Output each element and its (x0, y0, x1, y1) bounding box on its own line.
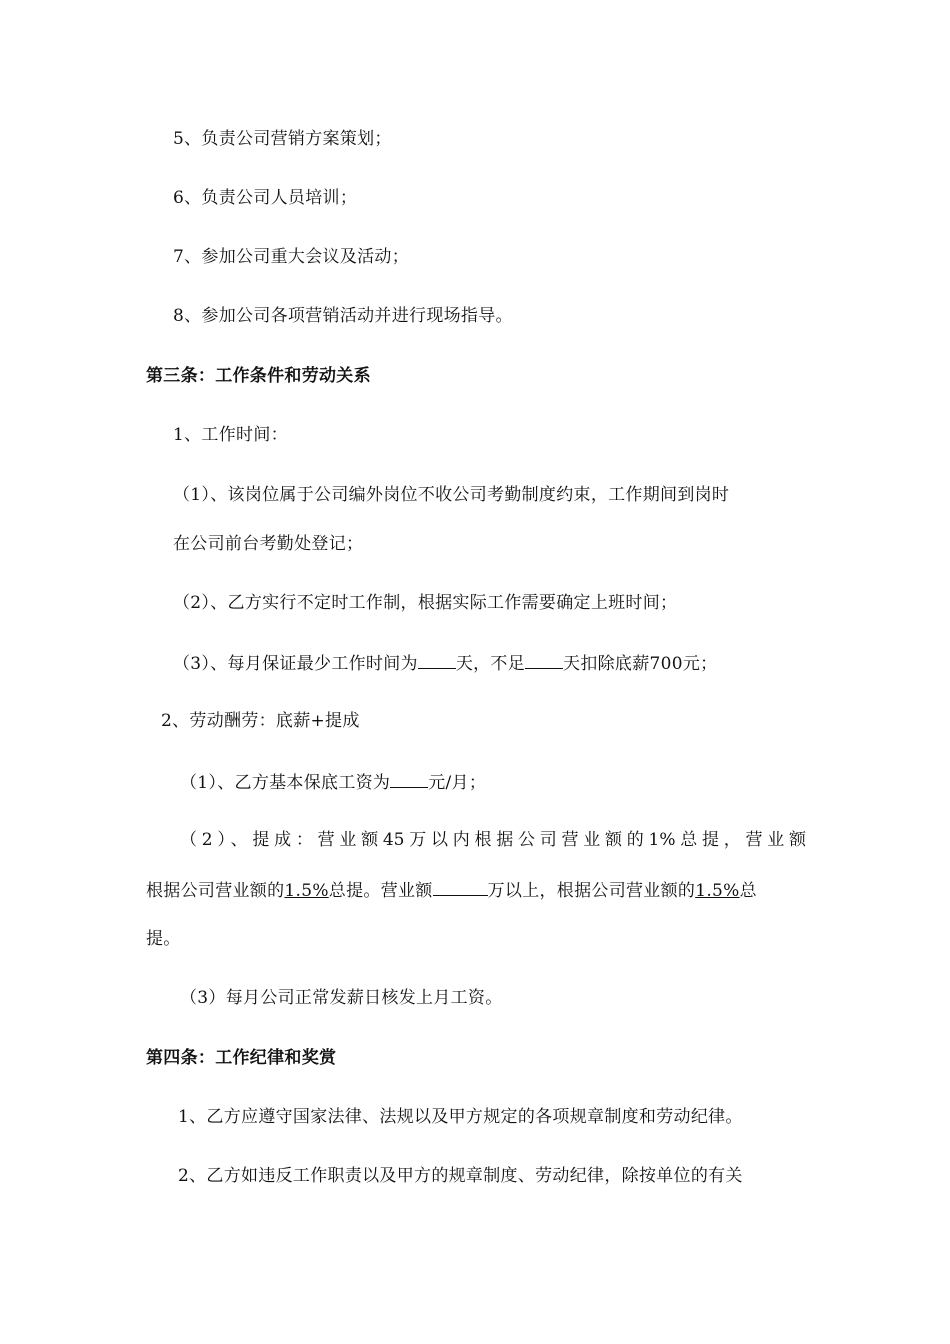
pay-item-1-text-a: （1）、乙方基本保底工资为 (180, 773, 391, 793)
article-4-heading: 第四条：工作纪律和奖赏 (146, 1048, 337, 1068)
pay-item-2-line-2 (146, 878, 757, 902)
discipline-item-2: 2、乙方如违反工作职责以及甲方的规章制度、劳动纪律，除按单位的有关 (178, 1166, 743, 1186)
pay-item-2-line-1: （2）、提成：营业额45万以内根据公司营业额的1%总提，营业额 (180, 830, 806, 850)
deduct-days-blank (525, 651, 563, 669)
duty-item-5: 5、负责公司营销方案策划； (173, 129, 392, 149)
work-time-item-1-line-1: （1）、该岗位属于公司编外岗位不收公司考勤制度约束，工作期间到岗时 (173, 485, 730, 505)
work-time-item-3-text-c: 天扣除底薪700元； (563, 654, 718, 674)
work-time-item-1-line-2: 在公司前台考勤处登记； (173, 534, 364, 554)
pay-item-3: （3）每月公司正常发薪日核发上月工资。 (180, 988, 503, 1008)
pay-item-1-text-b: 元/月； (428, 773, 487, 793)
pay-item-2-text-d: 万以上，根据公司营业额的 (487, 881, 696, 901)
base-salary-blank (390, 770, 428, 788)
work-time-item-3 (173, 651, 717, 675)
duty-item-7: 7、参加公司重大会议及活动； (173, 247, 410, 267)
pay-item-2-text-f: 总 (739, 881, 757, 901)
work-time-item-3-text-b: 天，不足 (455, 654, 526, 674)
pay-item-1 (180, 770, 486, 794)
duty-item-8: 8、参加公司各项营销活动并进行现场指导。 (173, 306, 513, 326)
pay-item-2-line-3: 提。 (146, 929, 181, 949)
duty-item-6: 6、负责公司人员培训； (173, 188, 358, 208)
commission-rate-1: 1.5% (284, 881, 329, 901)
pay-title: 2、劳动酬劳：底薪+提成 (161, 711, 360, 731)
commission-rate-2: 1.5% (695, 881, 740, 901)
revenue-threshold-blank (433, 878, 488, 896)
work-time-item-3-text-a: （3）、每月保证最少工作时间为 (173, 654, 418, 674)
work-time-item-2: （2）、乙方实行不定时工作制，根据实际工作需要确定上班时间； (173, 593, 678, 613)
pay-item-2-text-a: 根据公司营业额的 (146, 881, 285, 901)
min-days-blank (418, 651, 456, 669)
discipline-item-1: 1、乙方应遵守国家法律、法规以及甲方规定的各项规章制度和劳动纪律。 (178, 1107, 743, 1127)
article-3-heading: 第三条：工作条件和劳动关系 (146, 366, 371, 386)
pay-item-2-text-c: 总提。营业额 (328, 881, 433, 901)
work-time-title: 1、工作时间： (173, 425, 288, 445)
